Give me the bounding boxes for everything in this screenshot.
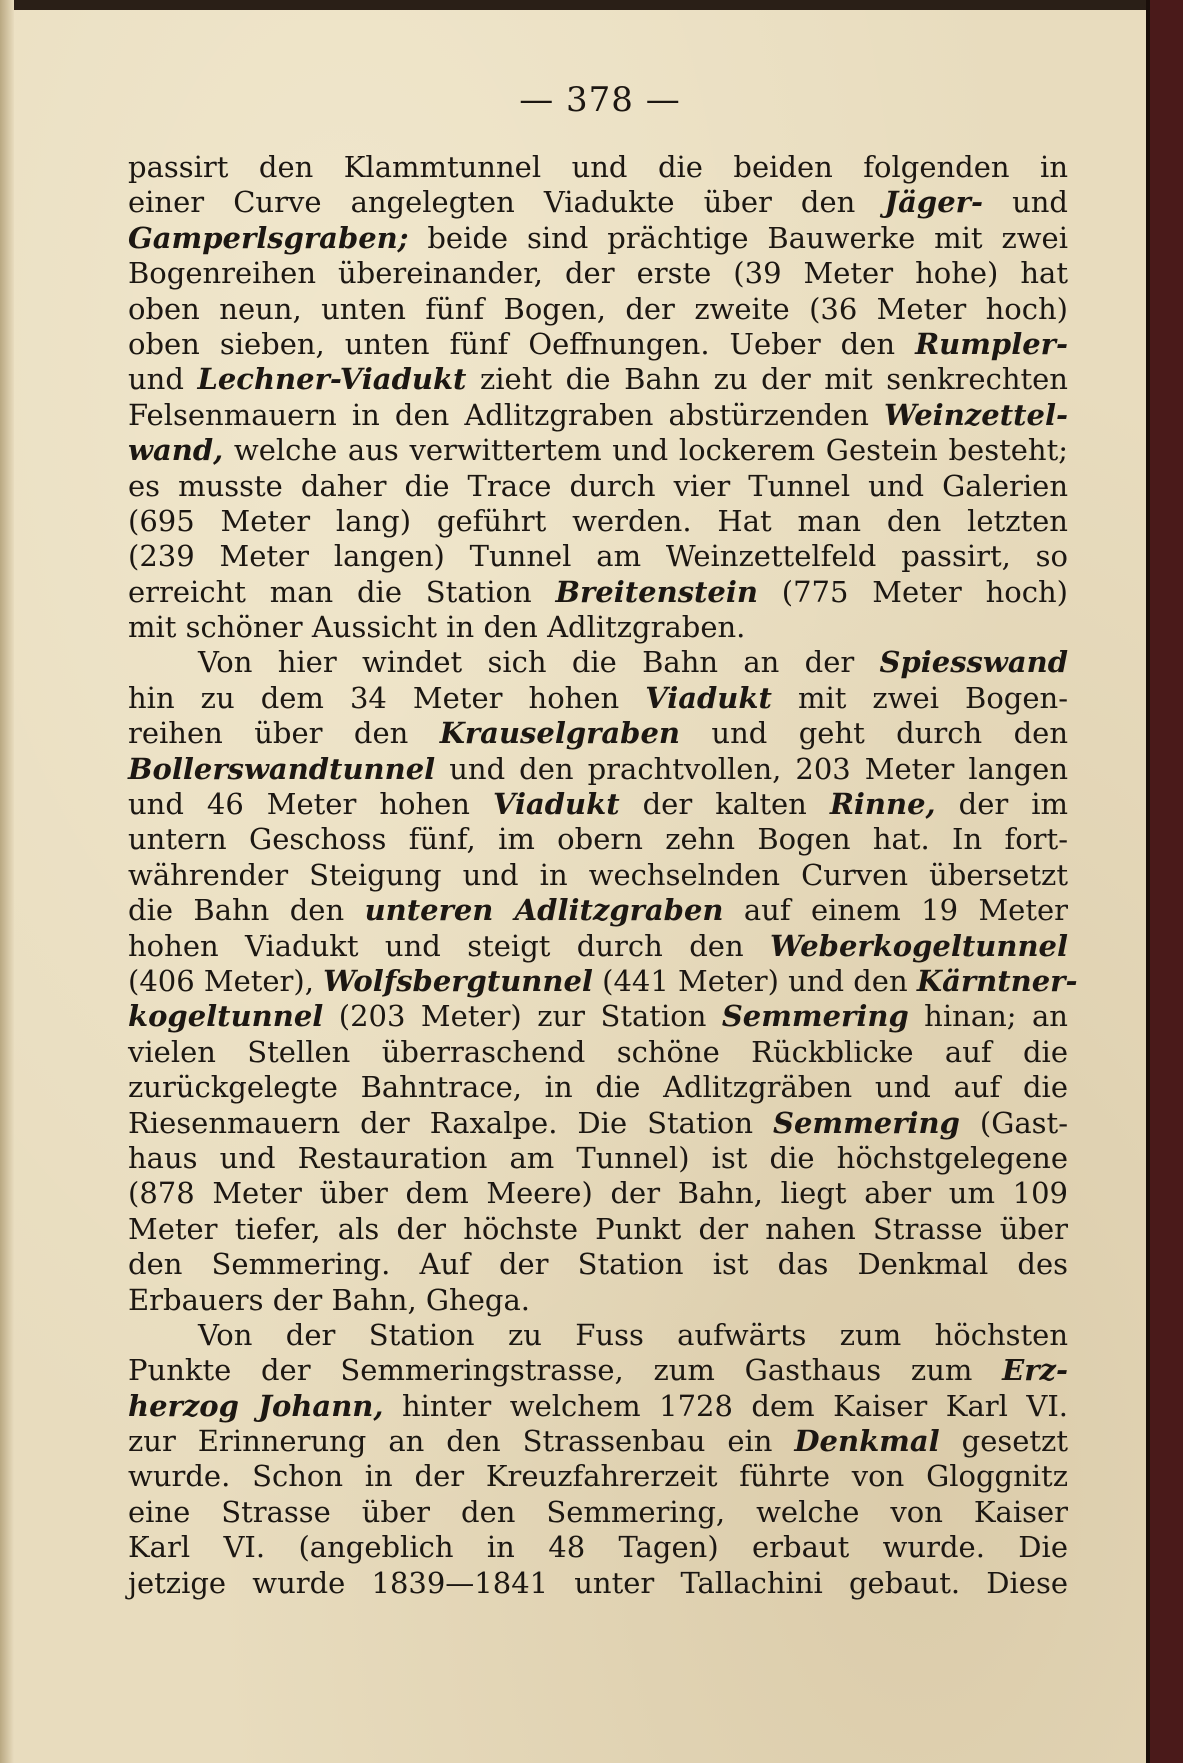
left-page-edge — [0, 0, 14, 1763]
text-segment: währender Steigung und in wechselnden Curven übersetzt — [128, 857, 1068, 892]
top-edge — [0, 0, 1150, 10]
text-line — [128, 1070, 1068, 1105]
text-line — [128, 822, 1068, 857]
text-segment: erreicht man die Station — [128, 574, 556, 609]
text-segment: mit zwei Bogen- — [771, 680, 1068, 715]
text-line — [128, 1459, 1068, 1494]
text-line — [128, 681, 1068, 716]
text-line — [128, 929, 1068, 964]
text-segment: hinan; an — [908, 999, 1068, 1034]
book-cover-edge — [1146, 0, 1183, 1763]
text-segment: Von hier windet sich die Bahn an der — [198, 645, 880, 680]
text-segment: welche aus verwittertem und lockerem Gestein besteht; — [223, 433, 1068, 468]
text-line — [128, 1035, 1068, 1070]
text-segment: auf einem 19 Meter — [723, 893, 1068, 928]
text-segment: oben sieben, unten fünf Oeffnungen. Ueber den — [128, 326, 916, 361]
text-segment: (406 Meter), — [128, 963, 324, 998]
text-line — [128, 433, 1068, 468]
italic-term: Viadukt — [645, 680, 772, 715]
italic-term: Denkmal — [794, 1424, 940, 1459]
text-segment: Bogenreihen übereinander, der erste (39 Meter hohe) hat — [128, 256, 1068, 291]
text-segment: Punkte der Semmeringstrasse, zum Gasthaus zum — [128, 1353, 1003, 1388]
italic-term: Erz- — [1002, 1353, 1068, 1388]
italic-term: Jäger- — [884, 185, 983, 220]
italic-term: Bollerswandtunnel — [128, 751, 436, 786]
text-line — [128, 752, 1068, 787]
text-segment: Felsenmauern in den Adlitzgraben abstürzenden — [128, 397, 885, 432]
italic-term: Kärntner- — [916, 963, 1078, 998]
text-segment: wurde. Schon in der Kreuzfahrerzeit führte von Gloggnitz — [128, 1459, 1068, 1494]
text-line — [128, 716, 1068, 751]
text-line — [128, 539, 1068, 574]
text-line — [128, 858, 1068, 893]
text-line — [128, 327, 1068, 362]
text-segment: einer Curve angelegten Viadukte über den — [128, 185, 885, 220]
italic-term: Viadukt — [492, 787, 620, 822]
italic-term: Krauselgraben — [439, 716, 680, 751]
text-line — [128, 1212, 1068, 1247]
text-line — [128, 1283, 1068, 1318]
text-segment: und — [982, 185, 1068, 220]
text-segment: und 46 Meter hohen — [128, 787, 493, 822]
text-line — [128, 221, 1068, 256]
text-line — [128, 185, 1068, 220]
text-line — [128, 645, 1068, 680]
italic-term: unteren Adlitzgraben — [364, 893, 724, 928]
text-line — [128, 610, 1068, 645]
page-number: — 378 — — [519, 80, 681, 120]
text-segment: den Semmering. Auf der Station ist das Denkmal des — [128, 1247, 1068, 1282]
text-segment: Von der Station zu Fuss aufwärts zum höchsten — [198, 1317, 1068, 1352]
italic-term: Rinne, — [829, 787, 936, 822]
text-segment: hinter welchem 1728 dem Kaiser Karl VI. — [383, 1388, 1068, 1423]
italic-term: Semmering — [773, 1105, 960, 1140]
text-segment: Erbauers der Bahn, Ghega. — [128, 1282, 530, 1317]
text-line — [128, 999, 1068, 1034]
text-line — [128, 893, 1068, 928]
text-segment: Meter tiefer, als der höchste Punkt der nahen Strasse über — [128, 1211, 1068, 1246]
italic-term: Semmering — [721, 999, 909, 1034]
text-line — [128, 963, 1078, 999]
text-segment: (878 Meter über dem Meere) der Bahn, liegt aber um 109 — [128, 1176, 1068, 1211]
text-segment: zieht die Bahn zu der mit senkrechten — [466, 362, 1068, 397]
text-line — [128, 1495, 1068, 1530]
text-line — [128, 1141, 1068, 1176]
text-segment: (Gast- — [959, 1105, 1069, 1140]
text-segment: hohen Viadukt und steigt durch den — [128, 928, 771, 963]
text-line — [128, 1106, 1068, 1141]
text-line — [128, 575, 1068, 610]
text-segment: haus und Restauration am Tunnel) ist die höchstgelegene — [128, 1140, 1068, 1175]
text-segment: es musste daher die Trace durch vier Tunnel und Galerien — [128, 468, 1068, 503]
text-line — [128, 469, 1068, 504]
body-text — [128, 150, 1078, 1601]
text-segment: (203 Meter) zur Station — [323, 999, 722, 1034]
text-segment: eine Strasse über den Semmering, welche von Kaiser — [128, 1494, 1068, 1529]
text-segment: (441 Meter) und den — [592, 963, 917, 998]
text-line — [128, 1176, 1068, 1211]
text-segment: und geht durch den — [680, 716, 1068, 751]
text-line — [128, 256, 1068, 291]
text-line — [128, 292, 1068, 327]
text-segment: Riesenmauern der Raxalpe. Die Station — [128, 1105, 774, 1140]
italic-term: Weinzettel- — [884, 397, 1068, 432]
text-segment: zur Erinnerung an den Strassenbau ein — [128, 1424, 795, 1459]
text-segment: oben neun, unten fünf Bogen, der zweite (36 Meter hoch) — [128, 291, 1068, 326]
text-segment: mit schöner Aussicht in den Adlitzgraben. — [128, 610, 746, 645]
text-segment: zurückgelegte Bahntrace, in die Adlitzgräben und auf die — [128, 1070, 1068, 1105]
text-segment: passirt den Klammtunnel und die beiden folgenden in — [128, 150, 1068, 184]
text-segment: reihen über den — [128, 716, 440, 751]
text-line — [128, 787, 1068, 822]
italic-term: herzog Johann, — [128, 1388, 384, 1423]
italic-term: wand, — [128, 433, 224, 468]
text-segment: hin zu dem 34 Meter hohen — [128, 680, 646, 715]
text-line — [128, 1424, 1068, 1459]
text-line — [128, 1247, 1068, 1282]
italic-term: Lechner-Viadukt — [197, 362, 467, 397]
text-line — [128, 1389, 1068, 1424]
text-segment: Karl VI. (angeblich in 48 Tagen) erbaut wurde. Die — [128, 1530, 1068, 1565]
text-segment: beide sind prächtige Bauwerke mit zwei — [408, 220, 1068, 255]
text-line — [128, 1353, 1068, 1388]
italic-term: Wolfsbergtunnel — [323, 963, 593, 998]
text-segment: jetzige wurde 1839—1841 unter Tallachini gebaut. Diese — [128, 1565, 1068, 1600]
text-segment: die Bahn den — [128, 893, 365, 928]
italic-term: Rumpler- — [915, 326, 1068, 361]
text-segment: (695 Meter lang) geführt werden. Hat man den letzten — [128, 503, 1068, 538]
text-segment: (775 Meter hoch) — [757, 574, 1068, 609]
text-line — [128, 398, 1068, 433]
text-segment: gesetzt — [939, 1424, 1068, 1459]
text-line — [128, 150, 1068, 185]
text-segment: der kalten — [619, 787, 830, 822]
italic-term: Weberkogeltunnel — [770, 928, 1068, 963]
text-line — [128, 1318, 1068, 1353]
text-line — [128, 1566, 1068, 1601]
text-segment: (239 Meter langen) Tunnel am Weinzettelfeld passirt, so — [128, 539, 1068, 574]
italic-term: kogeltunnel — [128, 999, 324, 1034]
text-segment: der im — [935, 787, 1068, 822]
text-line — [128, 362, 1068, 397]
text-segment: und — [128, 362, 198, 397]
text-segment: und den prachtvollen, 203 Meter langen — [435, 751, 1068, 786]
italic-term: Gamperlsgraben; — [128, 220, 409, 255]
text-line — [128, 1530, 1068, 1565]
text-segment: untern Geschoss fünf, im obern zehn Bogen hat. In fort- — [128, 822, 1068, 857]
text-line — [128, 504, 1068, 539]
text-segment: vielen Stellen überraschend schöne Rückblicke auf die — [128, 1034, 1068, 1069]
italic-term: Breitenstein — [555, 574, 758, 609]
italic-term: Spiesswand — [879, 645, 1068, 680]
